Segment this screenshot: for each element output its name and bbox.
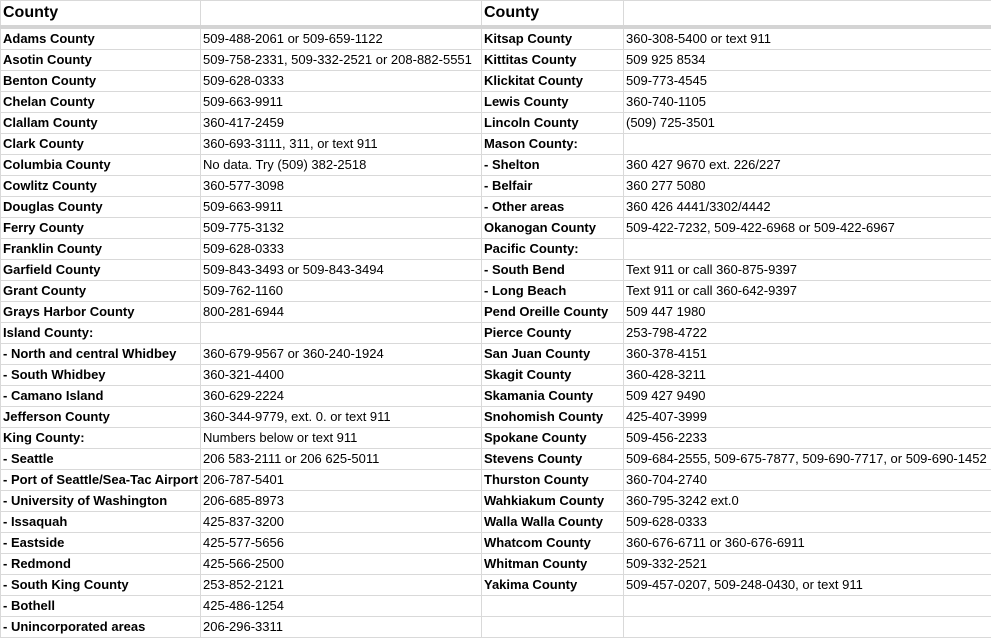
phone-number-cell[interactable]: 509-332-2521 [624, 554, 991, 575]
table-row [1, 71, 482, 92]
phone-number-cell[interactable]: 360-629-2224 [201, 386, 482, 407]
county-name-cell[interactable]: Kittitas County [482, 50, 624, 71]
phone-number-cell[interactable]: (509) 725-3501 [624, 113, 991, 134]
county-name-cell[interactable]: Clark County [1, 134, 201, 155]
table-row [482, 27, 991, 50]
county-name-cell[interactable]: Pacific County: [482, 239, 624, 260]
table-row [1, 176, 482, 197]
table-row [482, 302, 991, 323]
county-name-cell[interactable]: - South King County [1, 575, 201, 596]
table-row [1, 197, 482, 218]
county-name-cell[interactable]: Lincoln County [482, 113, 624, 134]
phone-number-cell[interactable]: 360 427 9670 ext. 226/227 [624, 155, 991, 176]
phone-number-cell[interactable]: 206 583-2111 or 206 625-5011 [201, 449, 482, 470]
county-name-cell[interactable]: Thurston County [482, 470, 624, 491]
table-row [482, 575, 991, 596]
phone-number-cell[interactable]: 253-852-2121 [201, 575, 482, 596]
phone-number-cell[interactable]: Numbers below or text 911 [201, 428, 482, 449]
county-name-cell[interactable]: Skagit County [482, 365, 624, 386]
county-name-cell[interactable]: Yakima County [482, 575, 624, 596]
phone-number-cell[interactable]: 509-663-9911 [201, 92, 482, 113]
table-row [482, 239, 991, 260]
table-row [482, 365, 991, 386]
table-row [482, 155, 991, 176]
phone-number-cell[interactable]: 360-344-9779, ext. 0. or text 911 [201, 407, 482, 428]
county-name-cell[interactable]: - Camano Island [1, 386, 201, 407]
phone-number-cell[interactable]: 509-758-2331, 509-332-2521 or 208-882-5551 [201, 50, 482, 71]
county-name-cell[interactable]: Cowlitz County [1, 176, 201, 197]
phone-number-cell[interactable]: 800-281-6944 [201, 302, 482, 323]
county-table-left [0, 0, 482, 638]
phone-number-cell[interactable] [624, 134, 991, 155]
phone-number-cell[interactable]: 360-676-6711 or 360-676-6911 [624, 533, 991, 554]
county-name-cell[interactable]: - Long Beach [482, 281, 624, 302]
table-row [1, 155, 482, 176]
header-row [482, 1, 991, 28]
county-name-cell[interactable]: Whitman County [482, 554, 624, 575]
phone-number-cell[interactable]: 509 925 8534 [624, 50, 991, 71]
phone-number-cell[interactable]: 360-704-2740 [624, 470, 991, 491]
phone-number-cell[interactable]: 509-775-3132 [201, 218, 482, 239]
table-row [482, 470, 991, 491]
table-row [482, 407, 991, 428]
county-name-cell[interactable]: Clallam County [1, 113, 201, 134]
county-name-cell[interactable]: - Eastside [1, 533, 201, 554]
phone-number-cell[interactable]: 425-407-3999 [624, 407, 991, 428]
table-row [1, 554, 482, 575]
table-row [482, 260, 991, 281]
phone-number-cell[interactable]: 360-679-9567 or 360-240-1924 [201, 344, 482, 365]
county-name-cell[interactable]: Spokane County [482, 428, 624, 449]
phone-number-cell[interactable]: 509 447 1980 [624, 302, 991, 323]
phone-number-cell[interactable]: 206-296-3311 [201, 617, 482, 638]
table-row [1, 344, 482, 365]
phone-number-cell[interactable]: 360 277 5080 [624, 176, 991, 197]
table-row [1, 281, 482, 302]
phone-number-cell[interactable]: 509-684-2555, 509-675-7877, 509-690-7717, or 509-690-1452 [624, 449, 991, 470]
county-name-cell[interactable]: Okanogan County [482, 218, 624, 239]
table-row [482, 617, 991, 638]
phone-number-cell[interactable]: 509-663-9911 [201, 197, 482, 218]
phone-number-cell[interactable]: 360-577-3098 [201, 176, 482, 197]
table-row [1, 239, 482, 260]
table-row [1, 407, 482, 428]
county-name-cell[interactable]: Snohomish County [482, 407, 624, 428]
county-name-cell[interactable]: Stevens County [482, 449, 624, 470]
county-name-cell[interactable]: Columbia County [1, 155, 201, 176]
column-header-phone[interactable] [201, 1, 482, 28]
table-row [482, 50, 991, 71]
phone-number-cell[interactable]: 360-417-2459 [201, 113, 482, 134]
table-row [1, 92, 482, 113]
table-row [1, 260, 482, 281]
county-name-cell[interactable]: Island County: [1, 323, 201, 344]
right-table-body [482, 1, 991, 638]
table-row [482, 386, 991, 407]
phone-number-cell[interactable]: 425-577-5656 [201, 533, 482, 554]
county-name-cell[interactable] [482, 596, 624, 617]
phone-number-cell[interactable]: Text 911 or call 360-642-9397 [624, 281, 991, 302]
county-name-cell[interactable]: - Bothell [1, 596, 201, 617]
phone-number-cell[interactable]: 509-456-2233 [624, 428, 991, 449]
phone-number-cell[interactable]: 360-795-3242 ext.0 [624, 491, 991, 512]
phone-number-cell[interactable]: 425-566-2500 [201, 554, 482, 575]
phone-number-cell[interactable]: 509-843-3493 or 509-843-3494 [201, 260, 482, 281]
table-row [1, 302, 482, 323]
county-name-cell[interactable]: Skamania County [482, 386, 624, 407]
county-name-cell[interactable]: - South Whidbey [1, 365, 201, 386]
table-row [482, 197, 991, 218]
phone-number-cell[interactable]: 509 427 9490 [624, 386, 991, 407]
table-row [482, 92, 991, 113]
table-row [482, 281, 991, 302]
phone-number-cell[interactable]: 509-628-0333 [201, 71, 482, 92]
county-table-right [481, 0, 991, 638]
phone-number-cell[interactable]: 425-486-1254 [201, 596, 482, 617]
county-name-cell[interactable]: Pierce County [482, 323, 624, 344]
county-name-cell[interactable]: San Juan County [482, 344, 624, 365]
county-name-cell[interactable]: Lewis County [482, 92, 624, 113]
county-name-cell[interactable]: Kitsap County [482, 27, 624, 50]
table-row [482, 113, 991, 134]
county-name-cell[interactable]: Chelan County [1, 92, 201, 113]
county-name-cell[interactable]: - University of Washington [1, 491, 201, 512]
phone-number-cell[interactable]: 360 426 4441/3302/4442 [624, 197, 991, 218]
table-row [482, 596, 991, 617]
county-name-cell[interactable]: King County: [1, 428, 201, 449]
county-name-cell[interactable]: Grays Harbor County [1, 302, 201, 323]
phone-number-cell[interactable] [624, 617, 991, 638]
table-row [1, 470, 482, 491]
table-row [482, 554, 991, 575]
county-name-cell[interactable]: Douglas County [1, 197, 201, 218]
phone-number-cell[interactable]: 509-628-0333 [624, 512, 991, 533]
table-row [1, 134, 482, 155]
phone-number-cell[interactable]: 509-457-0207, 509-248-0430, or text 911 [624, 575, 991, 596]
table-row [1, 323, 482, 344]
county-name-cell[interactable]: Ferry County [1, 218, 201, 239]
table-row [1, 428, 482, 449]
phone-number-cell[interactable]: 360-428-3211 [624, 365, 991, 386]
county-name-cell[interactable]: Asotin County [1, 50, 201, 71]
table-row [1, 596, 482, 617]
county-name-cell[interactable]: - South Bend [482, 260, 624, 281]
county-name-cell[interactable]: Whatcom County [482, 533, 624, 554]
table-row [482, 323, 991, 344]
phone-number-cell[interactable]: 206-787-5401 [201, 470, 482, 491]
county-name-cell[interactable]: Jefferson County [1, 407, 201, 428]
phone-number-cell[interactable]: No data. Try (509) 382-2518 [201, 155, 482, 176]
county-name-cell[interactable]: Mason County: [482, 134, 624, 155]
column-header-county[interactable]: County [482, 1, 624, 28]
county-name-cell[interactable]: - Other areas [482, 197, 624, 218]
county-name-cell[interactable]: Franklin County [1, 239, 201, 260]
phone-number-cell[interactable]: 360-321-4400 [201, 365, 482, 386]
phone-number-cell[interactable] [624, 596, 991, 617]
county-name-cell[interactable]: - Unincorporated areas [1, 617, 201, 638]
table-row [482, 533, 991, 554]
column-header-county[interactable]: County [1, 1, 201, 28]
table-row [482, 176, 991, 197]
phone-number-cell[interactable]: 360-378-4151 [624, 344, 991, 365]
header-row [1, 1, 482, 28]
county-name-cell[interactable]: Grant County [1, 281, 201, 302]
table-row [1, 449, 482, 470]
phone-number-cell[interactable]: 509-488-2061 or 509-659-1122 [201, 27, 482, 50]
table-row [482, 134, 991, 155]
table-row [1, 218, 482, 239]
county-name-cell[interactable]: Adams County [1, 27, 201, 50]
county-name-cell[interactable]: Pend Oreille County [482, 302, 624, 323]
phone-number-cell[interactable]: 360-740-1105 [624, 92, 991, 113]
phone-number-cell[interactable]: 509-422-7232, 509-422-6968 or 509-422-6967 [624, 218, 991, 239]
column-header-phone[interactable] [624, 1, 991, 28]
phone-number-cell[interactable]: 509-762-1160 [201, 281, 482, 302]
phone-number-cell[interactable]: 509-773-4545 [624, 71, 991, 92]
table-row [482, 428, 991, 449]
county-name-cell[interactable]: Garfield County [1, 260, 201, 281]
phone-number-cell[interactable]: 253-798-4722 [624, 323, 991, 344]
county-name-cell[interactable]: - Port of Seattle/Sea-Tac Airport [1, 470, 201, 491]
county-name-cell[interactable]: - Belfair [482, 176, 624, 197]
county-name-cell[interactable]: Walla Walla County [482, 512, 624, 533]
county-name-cell[interactable]: - North and central Whidbey [1, 344, 201, 365]
phone-number-cell[interactable]: 360-308-5400 or text 911 [624, 27, 991, 50]
table-row [482, 491, 991, 512]
table-row [1, 365, 482, 386]
table-row [1, 491, 482, 512]
table-row [1, 386, 482, 407]
table-row [1, 50, 482, 71]
table-row [1, 575, 482, 596]
phone-number-cell[interactable]: 425-837-3200 [201, 512, 482, 533]
county-name-cell[interactable]: Benton County [1, 71, 201, 92]
phone-number-cell[interactable]: 509-628-0333 [201, 239, 482, 260]
table-row [482, 71, 991, 92]
county-name-cell[interactable]: - Issaquah [1, 512, 201, 533]
table-row [482, 344, 991, 365]
county-name-cell[interactable]: - Redmond [1, 554, 201, 575]
table-row [1, 617, 482, 638]
phone-number-cell[interactable] [624, 239, 991, 260]
table-row [1, 533, 482, 554]
phone-number-cell[interactable] [201, 323, 482, 344]
table-row [482, 512, 991, 533]
table-row [1, 512, 482, 533]
table-row [1, 113, 482, 134]
table-row [1, 27, 482, 50]
county-name-cell[interactable] [482, 617, 624, 638]
county-name-cell[interactable]: - Shelton [482, 155, 624, 176]
left-table-body [1, 1, 482, 638]
county-name-cell[interactable]: - Seattle [1, 449, 201, 470]
county-name-cell[interactable]: Klickitat County [482, 71, 624, 92]
phone-number-cell[interactable]: 360-693-3111, 311, or text 911 [201, 134, 482, 155]
phone-number-cell[interactable]: Text 911 or call 360-875-9397 [624, 260, 991, 281]
table-row [482, 218, 991, 239]
phone-number-cell[interactable]: 206-685-8973 [201, 491, 482, 512]
county-name-cell[interactable]: Wahkiakum County [482, 491, 624, 512]
table-row [482, 449, 991, 470]
